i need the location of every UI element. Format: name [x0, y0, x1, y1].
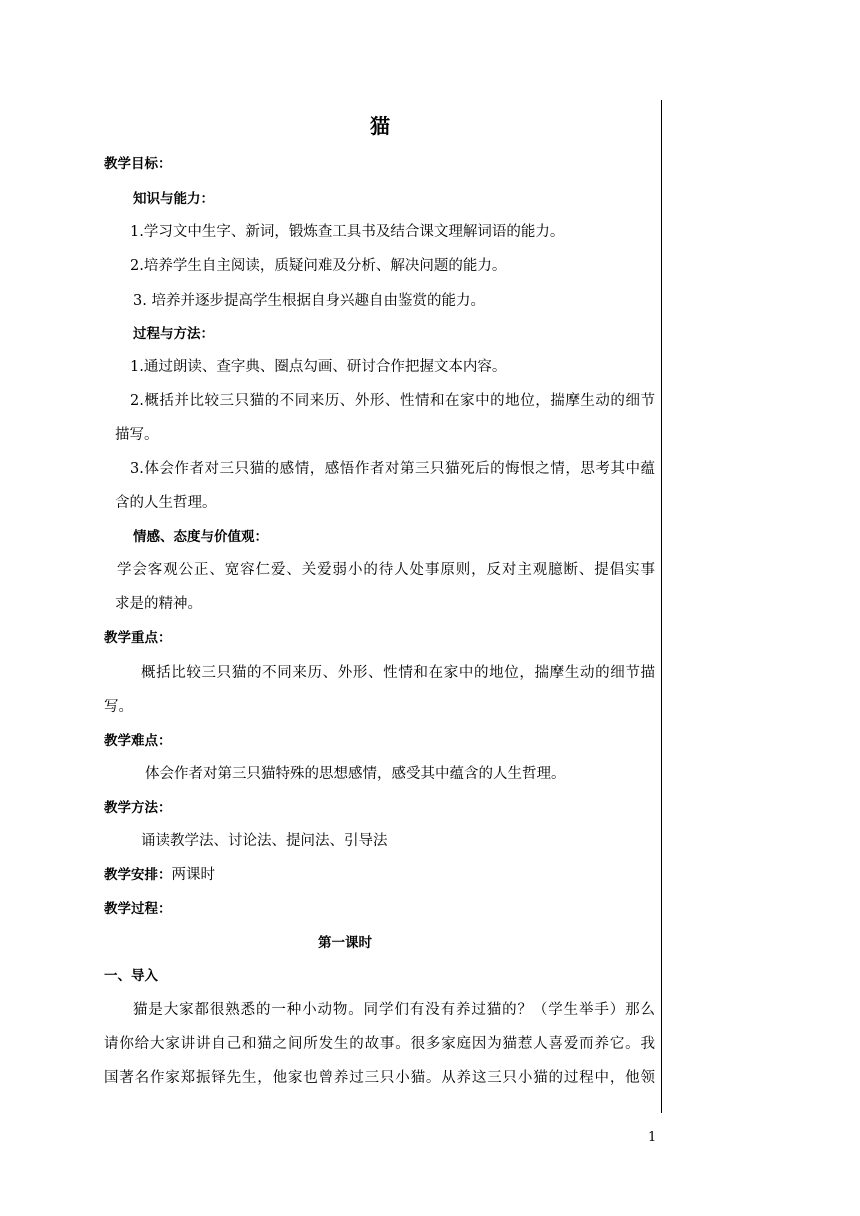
- process-item-2-line-1: 2.概括并比较三只猫的不同来历、外形、性情和在家中的地位，揣摩生动的细节: [130, 393, 655, 409]
- objectives-heading: 教学目标：: [104, 156, 172, 172]
- schedule-text: 两课时: [171, 867, 215, 883]
- process-item-1: 1.通过朗读、查字典、圈点勾画、研讨合作把握文本内容。: [130, 359, 507, 375]
- difficulties-text: 体会作者对第三只猫特殊的思想感情，感受其中蕴含的人生哲理。: [145, 766, 566, 782]
- methods-heading: 教学方法：: [104, 800, 172, 816]
- lesson-one-heading: 第一课时: [318, 935, 372, 951]
- difficulties-heading: 教学难点：: [104, 733, 172, 749]
- process-item-2-line-2: 描写。: [115, 427, 159, 443]
- knowledge-item-3: 3. 培养并逐步提高学生根据自身兴趣自由鉴赏的能力。: [133, 293, 485, 309]
- schedule-line: [104, 865, 215, 885]
- key-points-line-1: 概括比较三只猫的不同来历、外形、性情和在家中的地位，揣摩生动的细节描: [141, 665, 655, 681]
- emotion-line-2: 求是的精神。: [115, 596, 202, 612]
- knowledge-heading: 知识与能力：: [133, 191, 214, 207]
- emotion-line-1: 学会客观公正、宽容仁爱、关爱弱小的待人处事原则，反对主观臆断、提倡实事: [117, 562, 655, 578]
- knowledge-item-2: 2.培养学生自主阅读，质疑问难及分析、解决问题的能力。: [130, 258, 507, 274]
- intro-paragraph-line-1: 猫是大家都很熟悉的一种小动物。同学们有没有养过猫的？（学生举手）那么: [133, 1002, 655, 1018]
- key-points-heading: 教学重点：: [104, 630, 172, 646]
- page-number: 1: [648, 1130, 657, 1145]
- schedule-heading: 教学安排：: [104, 867, 172, 883]
- process-method-heading: 过程与方法：: [133, 326, 214, 342]
- emotion-heading: 情感、态度与价值观：: [133, 529, 268, 545]
- knowledge-item-1: 1.学习文中生字、新词，锻炼查工具书及结合课文理解词语的能力。: [130, 224, 565, 240]
- methods-text: 诵读教学法、讨论法、提问法、引导法: [141, 833, 388, 849]
- process-heading: 教学过程：: [104, 901, 172, 917]
- intro-paragraph-line-2: 请你给大家讲讲自己和猫之间所发生的故事。很多家庭因为猫惹人喜爱而养它。我: [104, 1036, 655, 1052]
- intro-paragraph-line-3: 国著名作家郑振铎先生，他家也曾养过三只小猫。从养这三只小猫的过程中，他领: [104, 1070, 655, 1086]
- page-title: 猫: [370, 114, 390, 138]
- key-points-line-2: 写。: [104, 699, 133, 715]
- section-intro-heading: 一、导入: [104, 968, 158, 984]
- process-item-3-line-2: 含的人生哲理。: [115, 495, 217, 511]
- margin-rule: [661, 100, 662, 1113]
- process-item-3-line-1: 3.体会作者对三只猫的感情，感悟作者对第三只猫死后的悔恨之情，思考其中蕴: [130, 461, 655, 477]
